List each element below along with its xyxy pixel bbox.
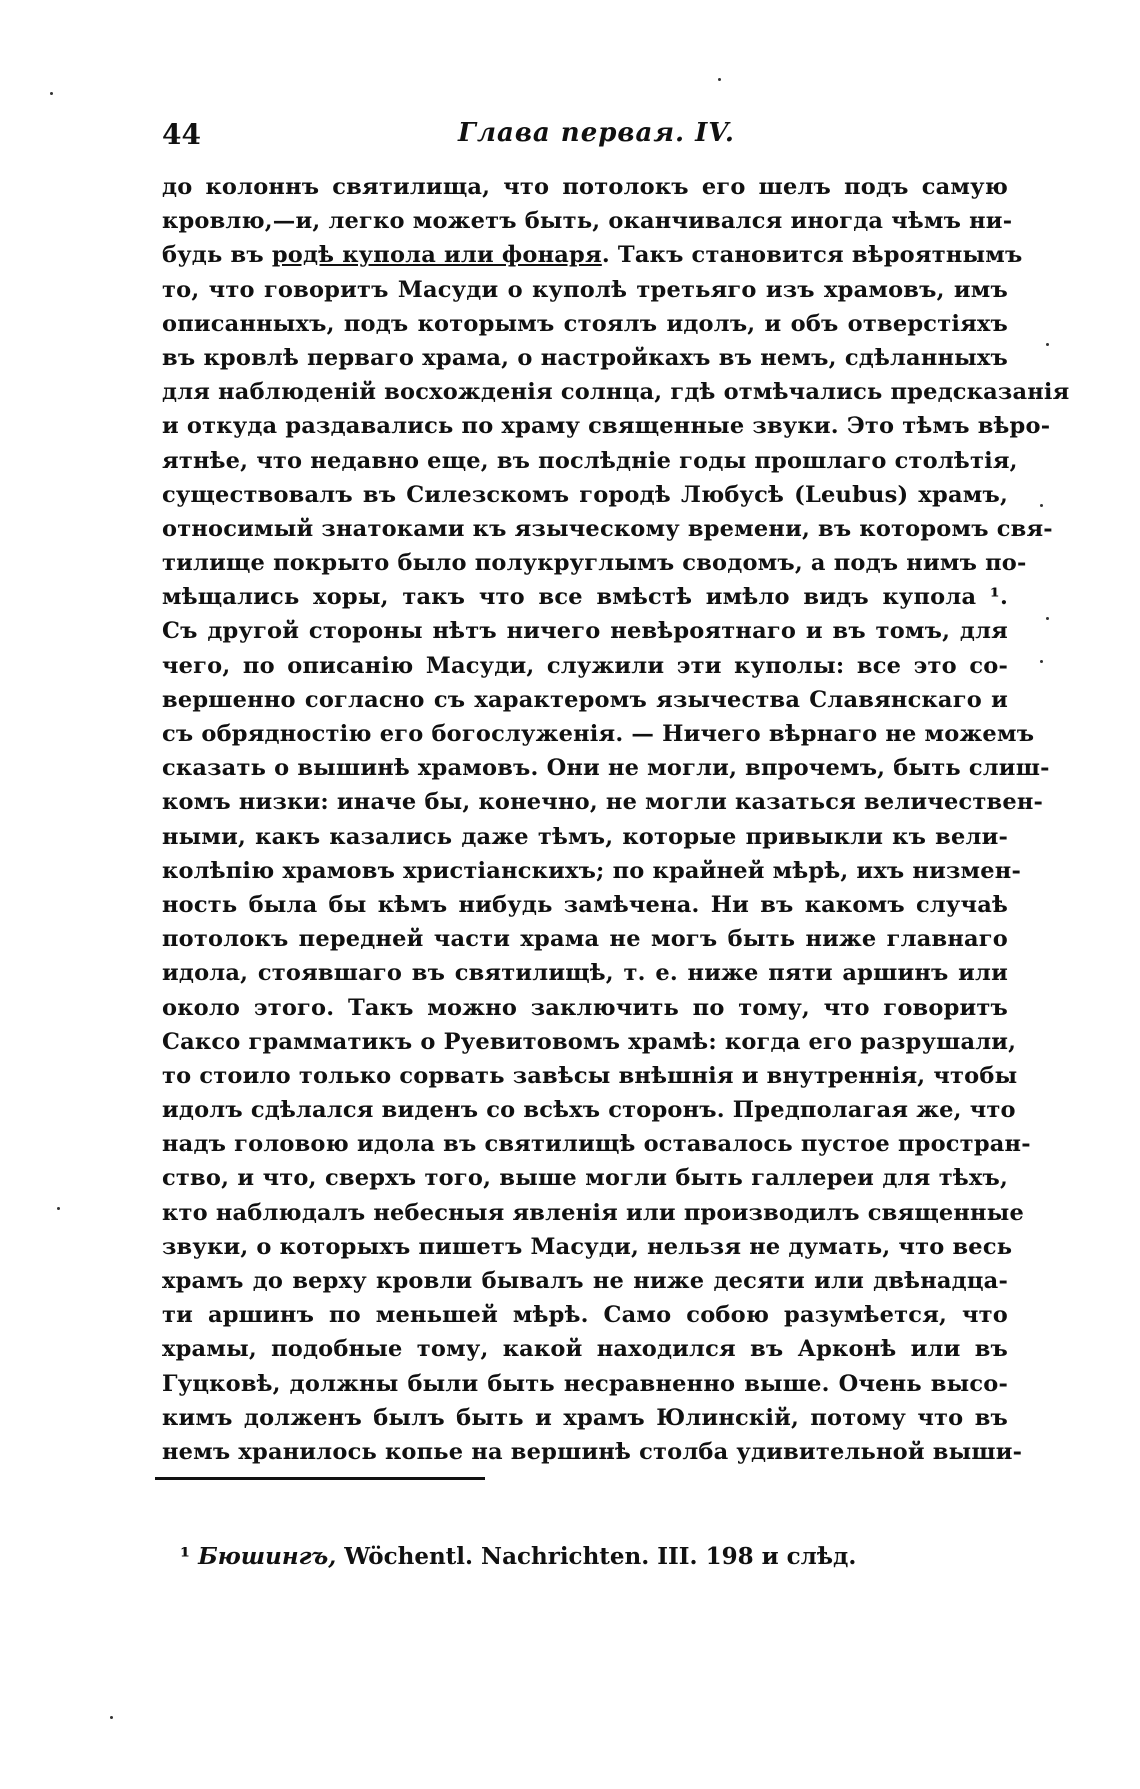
- print-speck: [1046, 617, 1049, 620]
- print-speck: [1040, 504, 1043, 507]
- text-line: немъ хранилось копье на вершинѣ столба удивительной выши-: [162, 1438, 1023, 1465]
- text-line: въ кровлѣ перваго храма, о настройкахъ въ немъ, сдѣланныхъ: [162, 344, 1008, 371]
- text-line: описанныхъ, подъ которымъ стоялъ идолъ, и объ отверстіяхъ: [162, 310, 1008, 337]
- text-line: Саксо грамматикъ о Руевитовомъ храмѣ: когда его разрушали,: [162, 1028, 1017, 1055]
- text-line: то стоило только сорвать завѣсы внѣшнія и внутреннія, чтобы: [162, 1062, 1018, 1089]
- text-line: комъ низки: иначе бы, конечно, не могли казаться величествен-: [162, 789, 1044, 816]
- text-line: до колоннъ святилища, что потолокъ его шелъ подъ самую: [162, 174, 1008, 200]
- text-line: ными, какъ казались даже тѣмъ, которые привыкли къ вели-: [162, 823, 1008, 850]
- body-text: [162, 170, 1070, 1469]
- print-speck: [1046, 343, 1049, 346]
- text-line: идола, стоявшаго въ святилищѣ, т. е. ниже пяти аршинъ или: [162, 960, 1008, 987]
- text-line: кимъ долженъ былъ быть и храмъ Юлинскій, потому что въ: [162, 1404, 1008, 1431]
- text-line: то, что говоритъ Масуди о куполѣ третьяго изъ храмовъ, имъ: [162, 276, 1008, 303]
- page-header: [162, 118, 1022, 158]
- footnote-author: Бюшингъ,: [198, 1543, 337, 1570]
- text-line: относимый знатоками къ языческому времени, въ которомъ свя-: [162, 515, 1053, 542]
- text-line: и откуда раздавались по храму священные звуки. Это тѣмъ вѣро-: [162, 413, 1051, 440]
- text-line: ятнѣе, что недавно еще, въ послѣдніе годы прошлаго столѣтія,: [162, 447, 1018, 474]
- page-number: 44: [162, 118, 201, 151]
- text-line: ность была бы кѣмъ нибудь замѣчена. Ни въ какомъ случаѣ: [162, 891, 1008, 918]
- text-line: сказать о вышинѣ храмовъ. Они не могли, впрочемъ, быть слиш-: [162, 755, 1050, 782]
- text-line: храмы, подобные тому, какой находился въ Арконѣ или въ: [162, 1336, 1008, 1363]
- text-line: потолокъ передней части храма не могъ быть ниже главнаго: [162, 926, 1008, 953]
- print-speck: [718, 78, 721, 81]
- text-line: существовалъ въ Силезскомъ городѣ Любусѣ (Leubus) храмъ,: [162, 481, 1008, 508]
- text-line: Гуцковѣ, должны были быть несравненно выше. Очень высо-: [162, 1370, 1008, 1397]
- footnote-marker: ¹: [180, 1543, 191, 1570]
- text-line: надъ головою идола въ святилищѣ оставалось пустое простран-: [162, 1131, 1031, 1158]
- text-line: Съ другой стороны нѣтъ ничего невѣроятнаго и въ томъ, для: [162, 618, 1008, 645]
- running-head: Глава первая. IV.: [458, 118, 735, 148]
- text-line: колѣпію храмовъ христіанскихъ; по крайней мѣрѣ, ихъ низмен-: [162, 857, 1022, 884]
- print-speck: [1040, 660, 1043, 663]
- text-line: кто наблюдалъ небесныя явленія или производилъ священные: [162, 1199, 1024, 1226]
- footnote: [180, 1543, 856, 1570]
- text-line: храмъ до верху кровли бывалъ не ниже десяти или двѣнадца-: [162, 1268, 1008, 1294]
- print-speck: [57, 1207, 60, 1210]
- print-speck: [50, 92, 53, 95]
- text-line: ство, и что, сверхъ того, выше могли быть галлереи для тѣхъ,: [162, 1165, 1008, 1192]
- text-line: вершенно согласно съ характеромъ язычества Славянскаго и: [162, 686, 1008, 713]
- text-line: мѣщались хоры, такъ что все вмѣстѣ имѣло видъ купола ¹.: [162, 584, 1008, 611]
- text-line: съ обрядностію его богослуженія. — Ничего вѣрнаго не можемъ: [162, 721, 1035, 747]
- text-line: тилище покрыто было полукруглымъ сводомъ, а подъ нимъ по-: [162, 550, 1027, 577]
- print-speck: [110, 1716, 113, 1719]
- text-line: кровлю,—и, легко можетъ быть, оканчивался иногда чѣмъ ни-: [162, 208, 1013, 235]
- underlined-phrase: родѣ купола или фонаря: [271, 242, 602, 269]
- text-line: звуки, о которыхъ пишетъ Масуди, нельзя не думать, что весь: [162, 1233, 1013, 1260]
- text-line: идолъ сдѣлался виденъ со всѣхъ сторонъ. Предполагая же, что: [162, 1097, 1016, 1124]
- text-line: для наблюденій восхожденія солнца, гдѣ отмѣчались предсказанія: [162, 379, 1070, 406]
- text-line: около этого. Такъ можно заключить по тому, что говоритъ: [162, 994, 1008, 1021]
- text-line: ти аршинъ по меньшей мѣрѣ. Само собою разумѣется, что: [162, 1302, 1008, 1329]
- footnote-source: Wöchentl. Nachrichten. III. 198 и слѣд.: [344, 1543, 857, 1570]
- text-line: будь въ родѣ купола или фонаря. Такъ становится вѣроятнымъ: [162, 242, 1023, 269]
- text-line: чего, по описанію Масуди, служили эти куполы: все это со-: [162, 652, 1008, 679]
- footnote-divider: [155, 1477, 485, 1480]
